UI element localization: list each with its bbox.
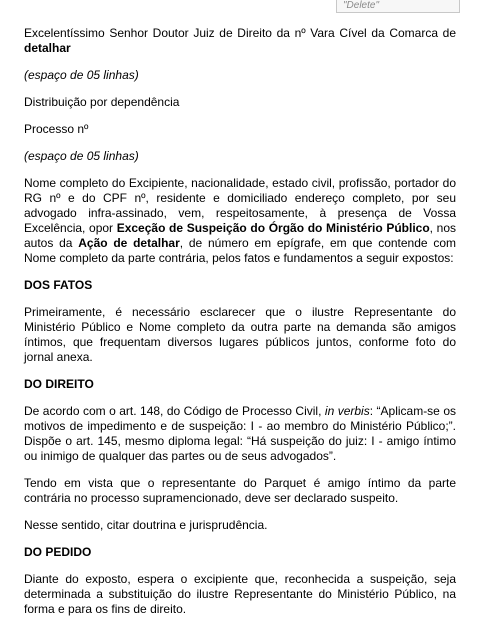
section-heading-direito: DO DIREITO [24, 377, 94, 391]
address-paragraph: Excelentíssimo Senhor Doutor Juiz de Direito da nº Vara Cível da Comarca de detalhar [24, 26, 456, 55]
direito-paragraph: Tendo em vista que o representante do Parquet é amigo íntimo da parte contrária no processo supramencionado, deve ser declarado suspeito. [24, 476, 456, 505]
exception-title: Exceção de Suspeição do Órgão do Ministério Público [116, 221, 430, 235]
direito-paragraph: Nesse sentido, citar doutrina e jurisprudência. [24, 518, 268, 532]
spacing-note: (espaço de 05 linhas) [24, 68, 139, 82]
action-placeholder: Ação de detalhar [78, 236, 180, 250]
distribution-line: Distribuição por dependência [24, 95, 180, 109]
delete-comment-tag: "Delete" [336, 0, 460, 13]
fatos-paragraph: Primeiramente, é necessário esclarecer que o ilustre Representante do Ministério Público e Nome completo da outra parte na demanda são amigos íntimos, que frequentam diversos lugares públicos juntos, conforme foto do jornal anexa. [24, 305, 456, 364]
direito-paragraph: De acordo com o art. 148, do Código de Processo Civil, in verbis: “Aplicam-se os motivos de impedimento e de suspeição: I - ao membro do Ministério Público;”. Dispõe o art. 145, mesmo diploma legal: “Há suspeição do juiz: I - amigo íntimo ou inimigo de qualquer das partes ou de seus advogados”. [24, 404, 456, 463]
pedido-paragraph: Diante do exposto, espera o excipiente que, reconhecida a suspeição, seja determinada a substituição do ilustre Representante do Ministério Público, na forma e para os fins de direito. [24, 572, 456, 616]
comarca-placeholder: detalhar [24, 41, 71, 55]
spacing-note: (espaço de 05 linhas) [24, 149, 139, 163]
petition-document [24, 26, 456, 629]
intro-paragraph: Nome completo do Excipiente, nacionalidade, estado civil, profissão, portador do RG nº e do CPF nº, residente e domiciliado endereço completo, por seu advogado infra-assinado, vem, respeitosamente, à presença de Vossa Excelência, opor Exceção de Suspeição do Órgão do Ministério Público, nos autos da Ação de detalhar, de número em epígrafe, em que contende com Nome completo da parte contrária, pelos fatos e fundamentos a seguir expostos: [24, 176, 457, 265]
in-verbis: in verbis [324, 404, 370, 418]
process-number-line: Processo nº [24, 122, 89, 136]
section-heading-fatos: DOS FATOS [24, 278, 93, 292]
section-heading-pedido: DO PEDIDO [24, 545, 92, 559]
